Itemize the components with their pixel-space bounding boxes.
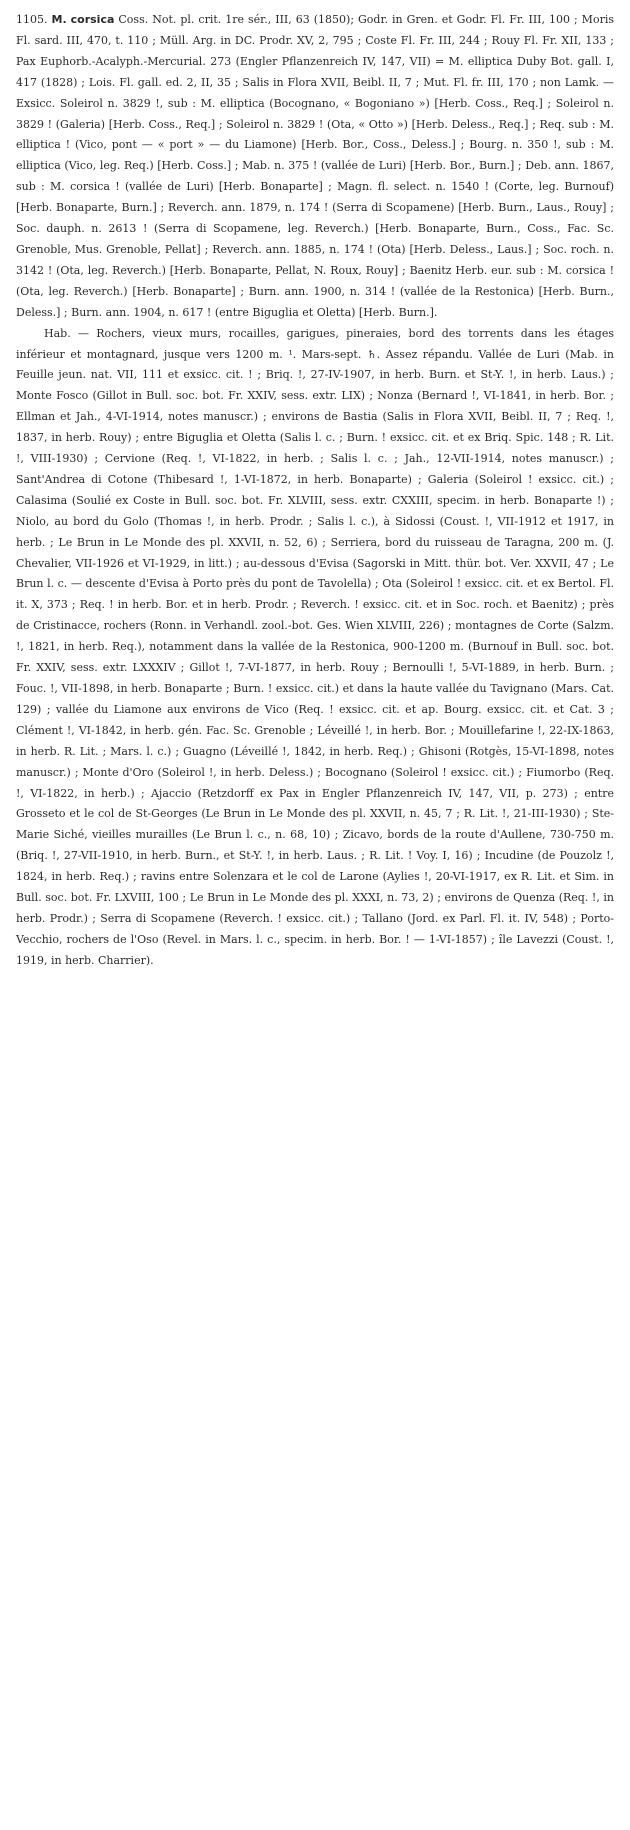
genus-abbrev: M. (51, 13, 67, 26)
habitat-paragraph: Hab. — Rochers, vieux murs, rocailles, garigues, pineraies, bord des torrents dans les étages inférieur et montagnard, jusque vers 1200 m. ¹. Mars-sept. ♄. Assez répandu. Vallée de Luri (Mab. in Feuille jeun. nat. VII, 111 et exsicc. cit. ! ; Briq. !, 27-IV-1907, in herb. Burn. et St-Y. !, in herb. Laus.) ; Monte Fosco (Gillot in Bull. soc. bot. Fr. XXIV, sess. extr. LIX) ; Nonza (Bernard !, VI-1841, in herb. Bor. ; Ellman et Jah., 4-VI-1914, notes manuscr.) ; environs de Bastia (Salis in Flora XVII, Beibl. II, 7 ; Req. !, 1837, in herb. Rouy) ; entre Biguglia et Oletta (Salis l. c. ; Burn. ! exsicc. cit. et ex Briq. Spic. 148 ; R. Lit. !, VIII-1930) ; Cervione (Req. !, VI-1822, in herb. ; Salis l. c. ; Jah., 12-VII-1914, notes manuscr.) ; Sant'Andrea di Cotone (Thibesard !, 1-VI-1872, in herb. Bonaparte) ; Galeria (Soleirol ! exsicc. cit.) ; Calasima (Soulié ex Coste in Bull. soc. bot. Fr. XLVIII, sess. extr. CXXIII, specim. in herb. Bonaparte !) ; Niolo, au bord du Golo (Thomas !, in herb. Prodr. ; Salis l. c.), à Sidossi (Coust. !, VII-1912 et 1917, in herb. ; Le Brun in Le Monde des pl. XXVII, n. 52, 6) ; Serriera, bord du ruisseau de Taragna, 200 m. (J. Chevalier, VII-1926 et VI-1929, in litt.) ; au-dessous d'Evisa (Sagorski in Mitt. thür. bot. Ver. XXVII, 47 ; Le Brun l. c. — descente d'Evisa à Porto près du pont de Tavolella) ; Ota (Soleirol ! exsicc. cit. et ex Bertol. Fl. it. X, 373 ; Req. ! in herb. Bor. et in herb. Prodr. ; Reverch. ! exsicc. cit. et in Soc. roch. et Baenitz) ; près de Cristinacce, rochers (Ronn. in Verhandl. zool.-bot. Ges. Wien XLVIII, 226) ; montagnes de Corte (Salzm. !, 1821, in herb. Req.), notamment dans la vallée de la Restonica, 900-1200 m. (Burnouf in Bull. soc. bot. Fr. XXIV, sess. extr. LXXXIV ; Gillot !, 7-VI-1877, in herb. Rouy ; Bernoulli !, 5-VI-1889, in herb. Burn. ; Fouc. !, VII-1898, in herb. Bonaparte ; Burn. ! exsicc. cit.) et dans la haute vallée du Tavignano (Mars. Cat. 129) ; vallée du Liamone aux environs de Vico (Req. ! exsicc. cit. et ap. Bourg. exsicc. cit. et Cat. 3 ; Clément !, VI-1842, in herb. gén. Fac. Sc. Grenoble ; Léveillé !, in herb. Bor. ; Mouillefarine !, 22-IX-1863, in herb. R. Lit. ; Mars. l. c.) ; Guagno (Léveillé !, 1842, in herb. Req.) ; Ghisoni (Rotgès, 15-VI-1898, notes manuscr.) ; Monte d'Oro (Soleirol !, in herb. Deless.) ; Bocognano (Soleirol ! exsicc. cit.) ; Fiumorbo (Req. !, VI-1822, in herb.) ; Ajaccio (Retzdorff ex Pax in Engler Pflanzenreich IV, 147, VII, p. 273) ; entre Grosseto et le col de St-Georges (Le Brun in Le Monde des pl. XXVII, n. 45, 7 ; R. Lit. !, 21-III-1930) ; Ste-Marie Siché, vieilles murailles (Le Brun l. c., n. 68, 10) ; Zicavo, bords de la route d'Aullene, 730-750 m. (Briq. !, 27-VII-1910, in herb. Burn., et St-Y. !, in herb. Laus. ; R. Lit. ! Voy. I, 16) ; Incudine (de Pouzolz !, 1824, in herb. Req.) ; ravins entre Solenzara et le col de Larone (Aylies !, 20-VI-1917, ex R. Lit. et Sim. in Bull. soc. bot. Fr. LXVIII, 100 ; Le Brun in Le Monde des pl. XXXI, n. 73, 2) ; environs de Quenza (Req. !, in herb. Prodr.) ; Serra di Scopamene (Reverch. ! exsicc. cit.) ; Tallano (Jord. ex Parl. Fl. it. IV, 548) ; Porto-Vecchio, rochers de l'Oso (Revel. in Mars. l. c., specim. in herb. Bor. ! — 1-VI-1857) ; île Lavezzi (Coust. !, 1919, in herb. Charrier). (16, 326, 614, 967)
synonymy-text: Coss. Not. pl. crit. 1re sér., III, 63 (1850); Godr. in Gren. et Godr. Fl. Fr. III, 100 ; Moris Fl. sard. III, 470, t. 110 ; Müll. Arg. in DC. Prodr. XV, 2, 795 ; Coste Fl. Fr. III, 244 ; Rouy Fl. Fr. XII, 133 ; Pax Euphorb.-Acalyph.-Mercurial. 273 (Engler Pflanzenreich IV, 147, VII) = M. elliptica Duby Bot. gall. I, 417 (1828) ; Lois. Fl. gall. ed. 2, II, 35 ; Salis in Flora XVII, Beibl. II, 7 ; Mut. Fl. fr. III, 170 ; non Lamk. — Exsicc. Soleirol n. 3829 !, sub : M. elliptica (Bocognano, « Bogoniano ») [Herb. Coss., Req.] ; Soleirol n. 3829 ! (Galeria) [Herb. Coss., Req.] ; Soleirol n. 3829 ! (Ota, « Otto ») [Herb. Deless., Req.] ; Req. sub : M. elliptica ! (Vico, pont — « port » — du Liamone) [Herb. Bor., Coss., Deless.] ; Bourg. n. 350 !, sub : M. elliptica (Vico, leg. Req.) [Herb. Coss.] ; Mab. n. 375 ! (vallée de Luri) [Herb. Bor., Burn.] ; Deb. ann. 1867, sub : M. corsica ! (vallée de Luri) [Herb. Bonaparte] ; Magn. fl. select. n. 1540 ! (Corte, leg. Burnouf) [Herb. Bonaparte, Burn.] ; Reverch. ann. 1879, n. 174 ! (Serra di Scopamene) [Herb. Burn., Laus., Rouy] ; Soc. dauph. n. 2613 ! (Serra di Scopamene, leg. Reverch.) [Herb. Bonaparte, Burn., Coss., Fac. Sc. Grenoble, Mus. Grenoble, Pellat] ; Reverch. ann. 1885, n. 174 ! (Ota) [Herb. Deless., Laus.] ; Soc. roch. n. 3142 ! (Ota, leg. Reverch.) [Herb. Bonaparte, Pellat, N. Roux, Rouy] ; Baenitz Herb. eur. sub : M. corsica ! (Ota, leg. Reverch.) [Herb. Bonaparte] ; Burn. ann. 1900, n. 314 ! (vallée de la Restonica) [Herb. Burn., Deless.] ; Burn. ann. 1904, n. 617 ! (entre Biguglia et Oletta) [Herb. Burn.]. (16, 13, 614, 319)
entry-number: 1105. (16, 13, 48, 26)
synonymy-paragraph (16, 10, 614, 324)
species-name: corsica (70, 13, 115, 26)
